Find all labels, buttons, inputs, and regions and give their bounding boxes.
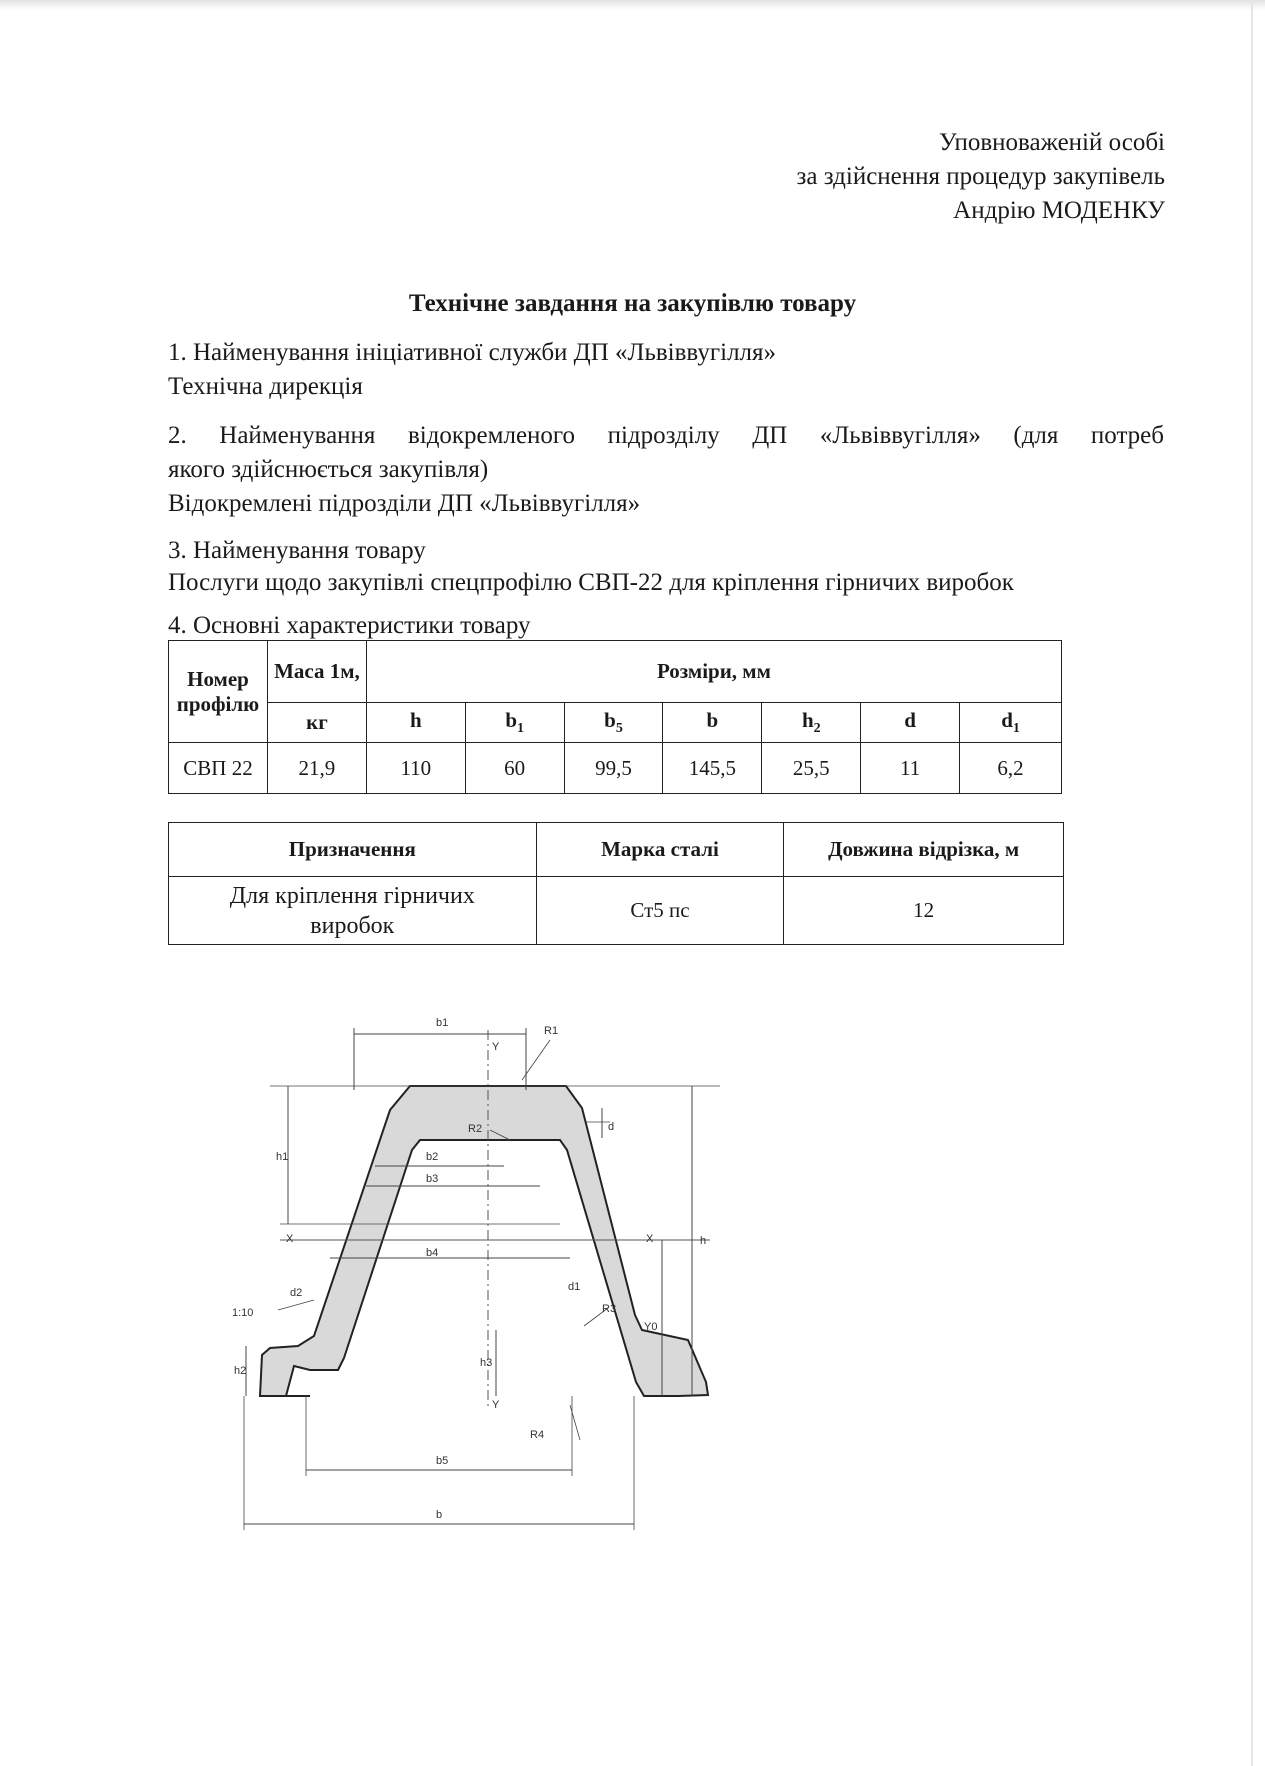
label-b5: b5	[436, 1455, 449, 1467]
label-b: b	[436, 1509, 443, 1521]
label-y0: Y0	[644, 1321, 658, 1333]
profile-cross-section-drawing	[232, 990, 800, 1590]
dim-label-h: h	[366, 703, 465, 743]
label-d1: d1	[568, 1281, 581, 1293]
label-b1: b1	[436, 1017, 449, 1029]
cell-d1: 6,2	[960, 743, 1062, 794]
label-r1: R1	[544, 1025, 559, 1037]
label-x-left: X	[286, 1233, 294, 1245]
cell-cut-length: 12	[784, 877, 1064, 945]
dim-label-h2: $h_2$	[762, 703, 861, 743]
section-2-heading-line-2: якого здійснюється закупівля)	[168, 456, 489, 483]
header-mass: Маса 1м,	[267, 641, 366, 703]
label-r2: R2	[468, 1123, 483, 1135]
cell-h: 110	[366, 743, 465, 794]
document-title: Технічне завдання на закупівлю товару	[408, 290, 857, 317]
section-2-value: Відокремлені підрозділи ДП «Львіввугілля»	[168, 490, 641, 517]
label-slope: 1:10	[232, 1307, 254, 1319]
label-h1: h1	[276, 1151, 289, 1163]
cell-d: 11	[861, 743, 960, 794]
scan-edge-top	[0, 0, 1265, 10]
label-d: d	[608, 1121, 615, 1133]
header-purpose: Призначення	[169, 823, 537, 877]
section-4-heading: 4. Основні характеристики товару	[168, 612, 531, 639]
label-x-right: X	[646, 1233, 654, 1245]
section-3-value: Послуги щодо закупівлі спецпрофілю СВП-22 для кріплення гірничих виробок	[168, 569, 1014, 596]
header-mass-unit: кг	[267, 703, 366, 743]
label-h2: h2	[234, 1365, 247, 1377]
cell-mass: 21,9	[267, 743, 366, 794]
profile-shape	[260, 1086, 708, 1396]
characteristics-table	[168, 640, 1062, 794]
cell-b: 145,5	[663, 743, 762, 794]
label-r3: R3	[602, 1303, 617, 1315]
dim-label-b: b	[663, 703, 762, 743]
section-3-heading: 3. Найменування товару	[168, 537, 426, 564]
dim-label-b5: $b_5$	[564, 703, 663, 743]
purpose-table	[168, 822, 1064, 945]
label-b2: b2	[426, 1151, 439, 1163]
dim-label-d: d	[861, 703, 960, 743]
dim-label-d1: $d_1$	[960, 703, 1062, 743]
label-h3: h3	[480, 1357, 493, 1369]
dim-label-b1: $b_1$	[465, 703, 564, 743]
scan-edge-right	[1251, 0, 1253, 1766]
addressee-line-2: за здійснення процедур закупівель	[796, 163, 1165, 190]
label-d2: d2	[290, 1287, 303, 1299]
label-y-top: Y	[492, 1041, 500, 1053]
header-steel-grade: Марка сталі	[536, 823, 784, 877]
label-y-bottom: Y	[492, 1399, 500, 1411]
header-profile: Номер профілю	[169, 641, 268, 743]
section-2-heading-line-1: 2. Найменування відокремленого підрозділу ДП «Львіввугілля» (для потреб	[168, 422, 1164, 449]
label-h: h	[700, 1235, 707, 1247]
cell-purpose: Для кріплення гірничих виробок	[169, 877, 537, 945]
addressee-block	[797, 126, 1165, 228]
section-1-heading: 1. Найменування ініціативної служби ДП «Львіввугілля»	[168, 339, 777, 366]
label-b4: b4	[426, 1247, 439, 1259]
section-1-value: Технічна дирекція	[168, 373, 363, 400]
label-r4: R4	[530, 1429, 545, 1441]
cell-profile: СВП 22	[169, 743, 268, 794]
cell-steel-grade: Ст5 пс	[536, 877, 784, 945]
cell-h2: 25,5	[762, 743, 861, 794]
header-cut-length: Довжина відрізка, м	[784, 823, 1064, 877]
addressee-line-1: Уповноваженій особі	[938, 129, 1165, 156]
cell-b1: 60	[465, 743, 564, 794]
label-b3: b3	[426, 1173, 439, 1185]
header-dimensions: Розміри, мм	[366, 641, 1061, 703]
cell-b5: 99,5	[564, 743, 663, 794]
addressee-line-3: Андрію МОДЕНКУ	[953, 197, 1165, 224]
